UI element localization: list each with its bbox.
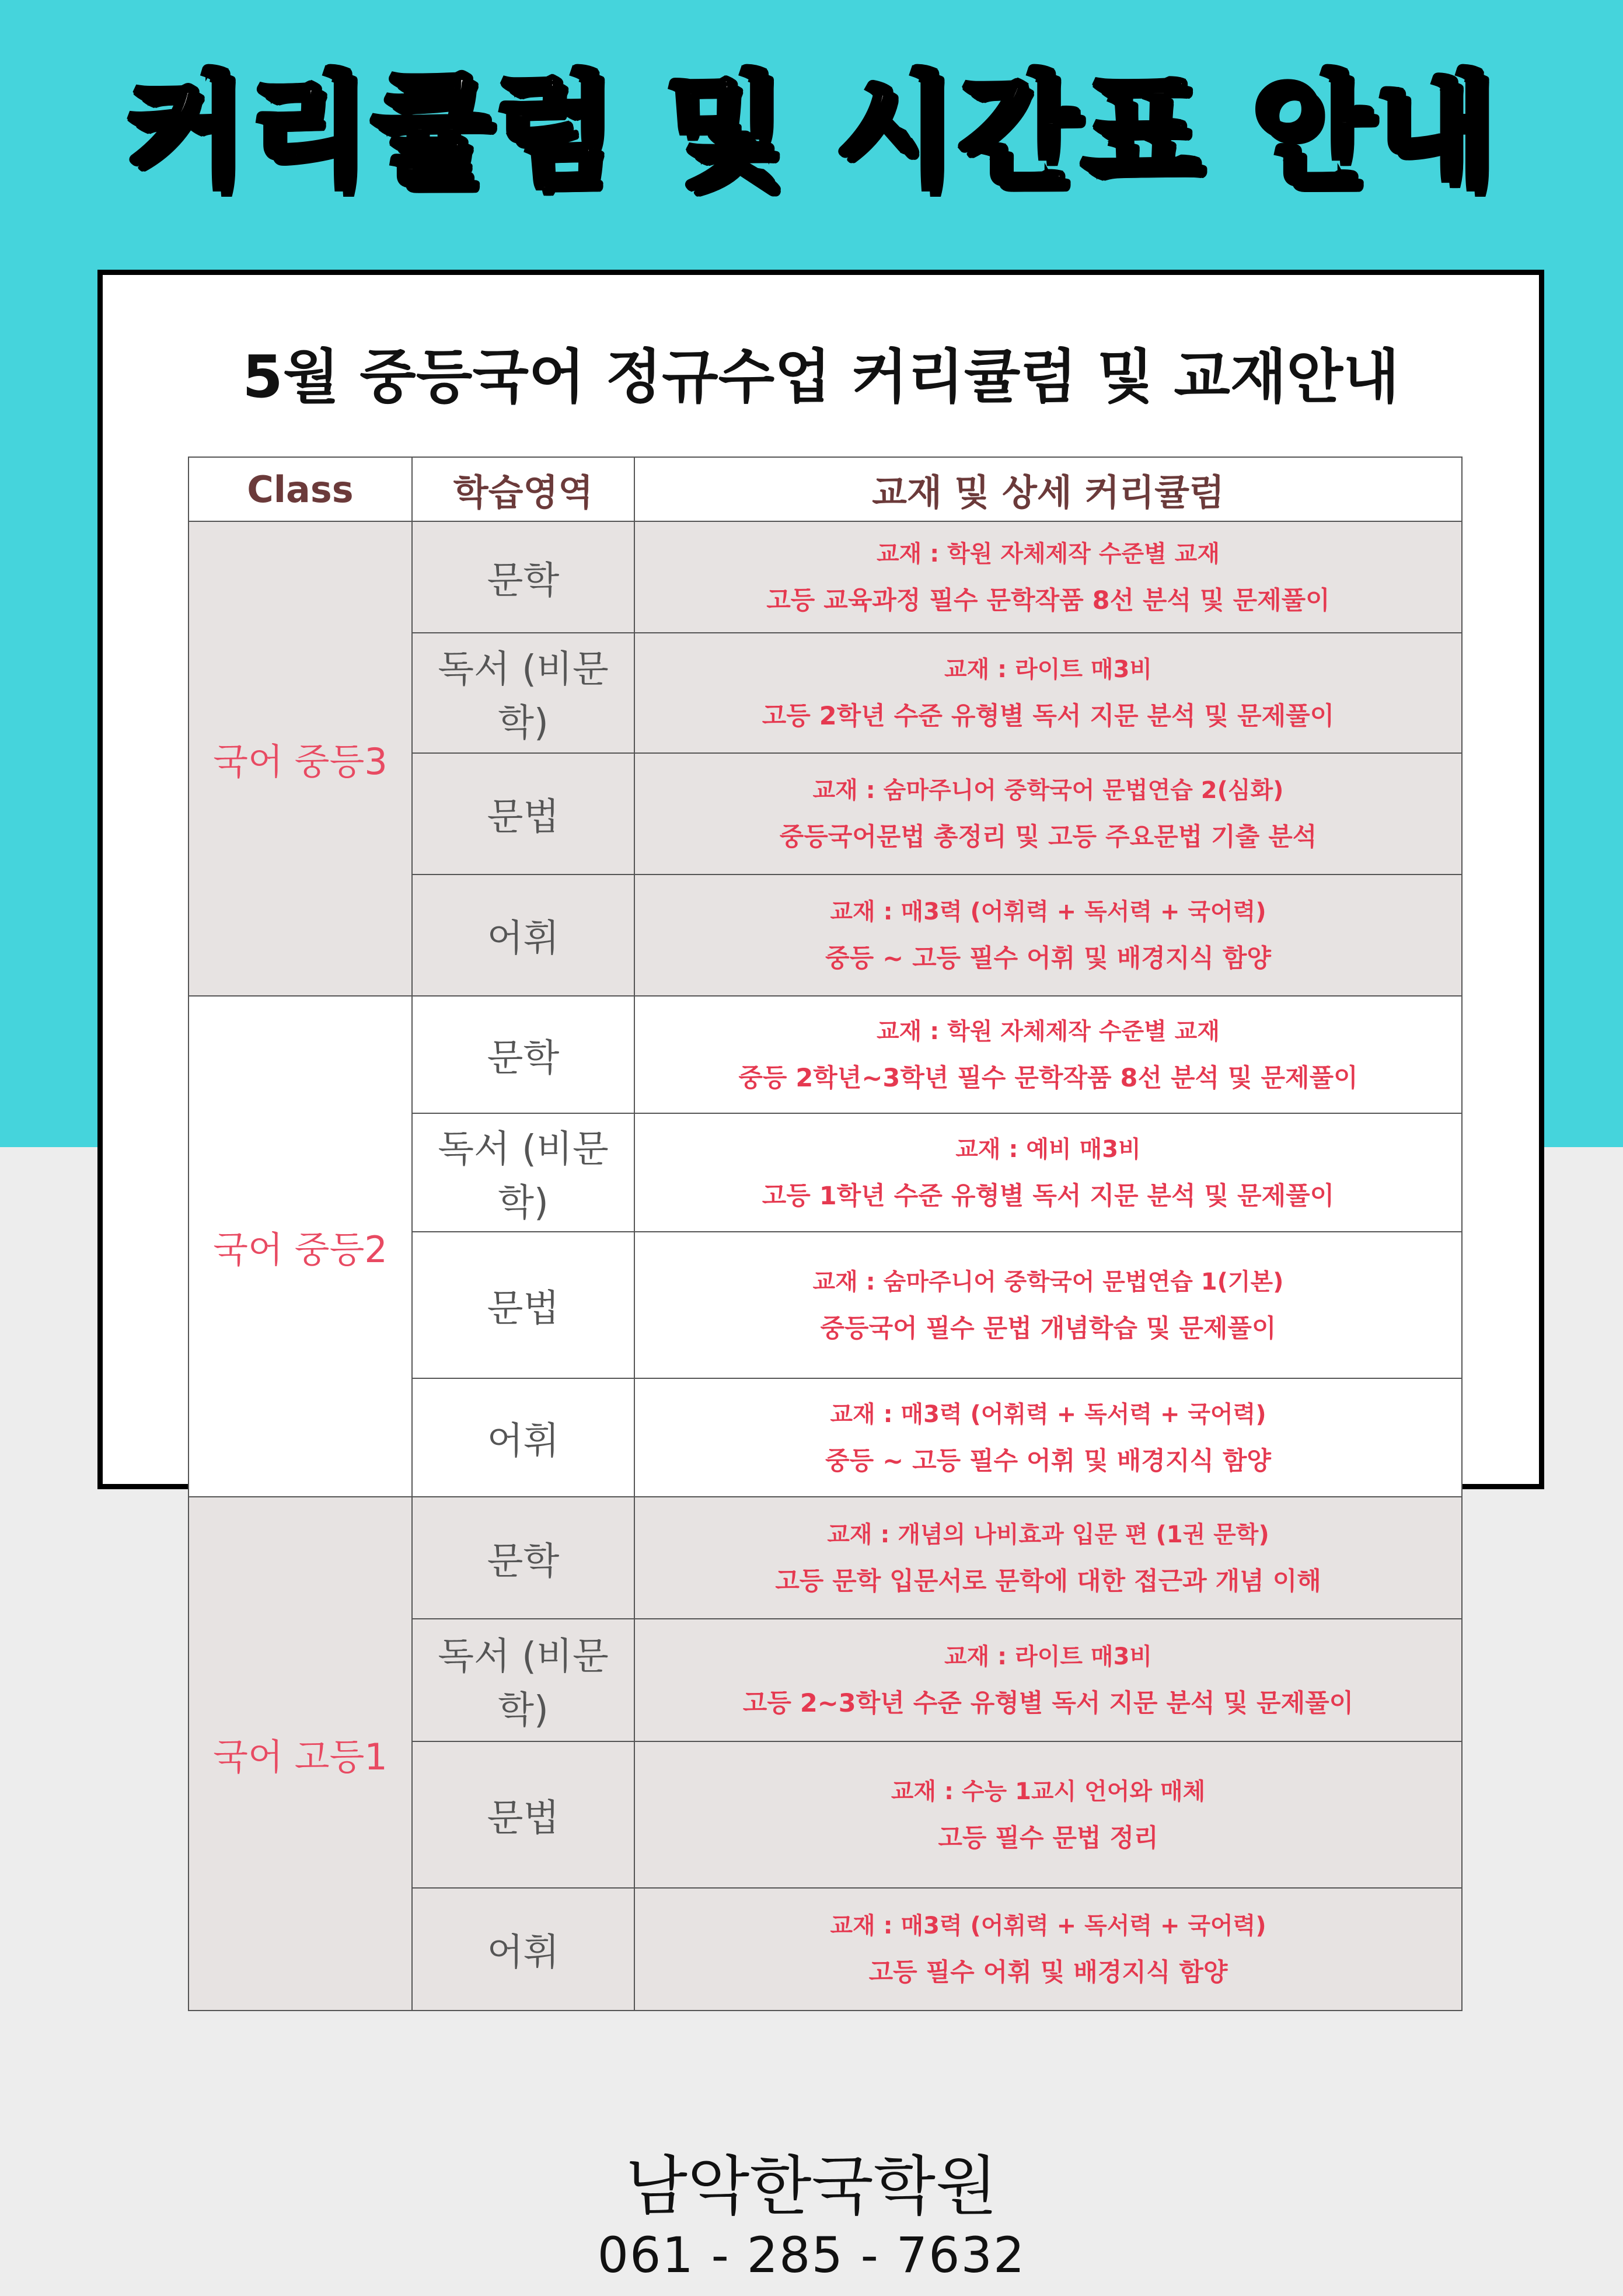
textbook-text: 교재 : 학원 자체제작 수준별 교재: [877, 1018, 1220, 1045]
curriculum-description: 고등 교육과정 필수 문학작품 8선 분석 및 문제풀이: [766, 586, 1330, 615]
column-header-detail: 교재 및 상세 커리큘럼: [634, 457, 1462, 521]
area-cell: 문법: [412, 1232, 634, 1378]
area-cell: 어휘: [412, 1378, 634, 1497]
detail-cell: [634, 1497, 1462, 1619]
curriculum-description: 중등 2학년~3학년 필수 문학작품 8선 분석 및 문제풀이: [738, 1063, 1358, 1093]
textbook-text: 교재 : 매3력 (어휘력 + 독서력 + 국어력): [830, 1400, 1266, 1428]
area-cell: 문학: [412, 521, 634, 633]
curriculum-card: [97, 270, 1544, 1987]
textbook-text: 교재 : 매3력 (어휘력 + 독서력 + 국어력): [830, 898, 1266, 925]
detail-cell: [634, 1113, 1462, 1232]
class-name-cell: 국어 고등1: [189, 1497, 412, 2011]
curriculum-description: 고등 2학년 수준 유형별 독서 지문 분석 및 문제풀이: [762, 702, 1335, 731]
column-header-area: 학습영역: [412, 457, 634, 521]
textbook-text: 교재 : 라이트 매3비: [944, 656, 1153, 683]
curriculum-description: 고등 필수 문법 정리: [938, 1823, 1158, 1853]
page-title: 커리큘럼 및 시간표 안내: [125, 60, 1498, 203]
area-cell: 문법: [412, 753, 634, 874]
detail-cell: [634, 1232, 1462, 1378]
curriculum-description: 중등국어 필수 문법 개념학습 및 문제풀이: [820, 1314, 1276, 1343]
textbook-text: 교재 : 학원 자체제작 수준별 교재: [877, 540, 1220, 567]
academy-name: 남악한국학원: [625, 2149, 998, 2224]
curriculum-description: 고등 문학 입문서로 문학에 대한 접근과 개념 이해: [775, 1566, 1321, 1596]
detail-cell: [634, 521, 1462, 633]
card-title: 5월 중등국어 정규수업 커리큘럼 및 교재안내: [242, 343, 1399, 411]
table-header-row: [189, 457, 1462, 521]
detail-cell: [634, 1888, 1462, 2011]
curriculum-table: [188, 457, 1463, 2011]
curriculum-description: 중등국어문법 총정리 및 고등 주요문법 기출 분석: [779, 823, 1317, 852]
curriculum-description: 고등 1학년 수준 유형별 독서 지문 분석 및 문제풀이: [762, 1181, 1335, 1211]
class-name-cell: 국어 중등3: [189, 521, 412, 996]
area-cell: 문학: [412, 1497, 634, 1619]
textbook-text: 교재 : 예비 매3비: [955, 1135, 1141, 1163]
textbook-text: 교재 : 개념의 나비효과 입문 편 (1권 문학): [827, 1521, 1269, 1548]
textbook-text: 교재 : 라이트 매3비: [944, 1643, 1153, 1670]
table-row: [189, 521, 1462, 633]
textbook-text: 교재 : 수능 1교시 언어와 매체: [891, 1778, 1206, 1805]
detail-cell: [634, 1619, 1462, 1741]
detail-cell: [634, 633, 1462, 753]
area-cell: 어휘: [412, 874, 634, 996]
curriculum-description: 고등 2~3학년 수준 유형별 독서 지문 분석 및 문제풀이: [742, 1689, 1354, 1718]
phone-number: 061 - 285 - 7632: [597, 2227, 1026, 2284]
curriculum-description: 중등 ~ 고등 필수 어휘 및 배경지식 함양: [825, 1446, 1271, 1476]
detail-cell: [634, 874, 1462, 996]
textbook-text: 교재 : 매3력 (어휘력 + 독서력 + 국어력): [830, 1912, 1266, 1939]
area-cell: 문학: [412, 996, 634, 1113]
column-header-class: Class: [189, 457, 412, 521]
textbook-text: 교재 : 숨마주니어 중학국어 문법연습 2(심화): [812, 777, 1284, 804]
curriculum-description: 중등 ~ 고등 필수 어휘 및 배경지식 함양: [825, 944, 1271, 973]
area-cell: 문법: [412, 1741, 634, 1888]
area-cell: 독서 (비문학): [412, 633, 634, 753]
curriculum-description: 고등 필수 어휘 및 배경지식 함양: [868, 1958, 1228, 1987]
textbook-text: 교재 : 숨마주니어 중학국어 문법연습 1(기본): [812, 1268, 1284, 1295]
detail-cell: [634, 1378, 1462, 1497]
table-row: [189, 1497, 1462, 1619]
detail-cell: [634, 996, 1462, 1113]
detail-cell: [634, 1741, 1462, 1888]
detail-cell: [634, 753, 1462, 874]
area-cell: 독서 (비문학): [412, 1619, 634, 1741]
table-row: [189, 996, 1462, 1113]
area-cell: 독서 (비문학): [412, 1113, 634, 1232]
area-cell: 어휘: [412, 1888, 634, 2011]
class-name-cell: 국어 중등2: [189, 996, 412, 1497]
